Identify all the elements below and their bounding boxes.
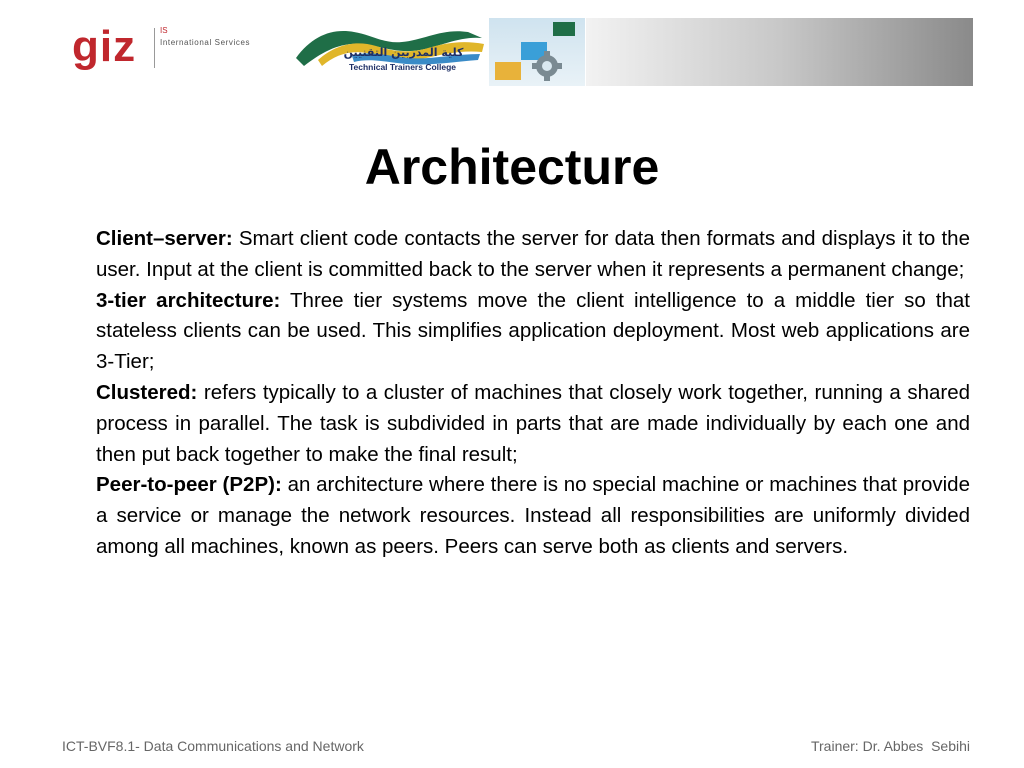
gear-icon <box>489 18 585 86</box>
college-name-arabic: كلية المدربين التقنيين <box>343 46 464 59</box>
slide-body <box>96 224 970 563</box>
term-client-server: Client–server: <box>96 227 233 250</box>
header-banner <box>0 0 1024 92</box>
giz-is-label: IS <box>160 26 168 35</box>
college-name-english: Technical Trainers College <box>348 62 457 72</box>
header-gradient-bar <box>586 18 973 86</box>
definition-client-server: Smart client code contacts the server for data then formats and displays it to the user. Input at the client is committed back to the server when it represents a permanent change; <box>96 227 970 281</box>
giz-logo-separator <box>154 28 155 68</box>
giz-subtitle: International Services <box>160 38 251 47</box>
paragraph-p2p <box>96 470 970 562</box>
footer-course: ICT-BVF8.1- Data Communications and Network <box>62 738 364 754</box>
paragraph-client-server <box>96 224 970 286</box>
definition-clustered: refers typically to a cluster of machines that closely work together, running a shared process in parallel. The task is subdivided in parts that are made individually by each one and then put back together to make the final result; <box>96 380 970 466</box>
slide-title: Architecture <box>364 139 660 195</box>
footer-trainer: Trainer: Dr. Abbes Sebihi <box>810 738 970 754</box>
definition-3-tier: Three tier systems move the client intelligence to a middle tier so that stateless clients can be used. This simplifies application deployment. Most web applications are 3-Tier; <box>96 288 970 374</box>
term-clustered: Clustered: <box>96 380 198 404</box>
term-3-tier: 3-tier architecture: <box>96 288 281 312</box>
definition-p2p: an architecture where there is no special machine or machines that provide a service or manage the network resources. Instead all responsibilities are uniformly divided among all machines, known as peers. Peers can serve both as clients and servers. <box>96 473 970 558</box>
term-p2p: Peer-to-peer (P2P): <box>96 473 282 497</box>
giz-logo-text: giz <box>72 22 137 71</box>
paragraph-3-tier <box>96 286 970 378</box>
paragraph-clustered <box>96 378 970 470</box>
